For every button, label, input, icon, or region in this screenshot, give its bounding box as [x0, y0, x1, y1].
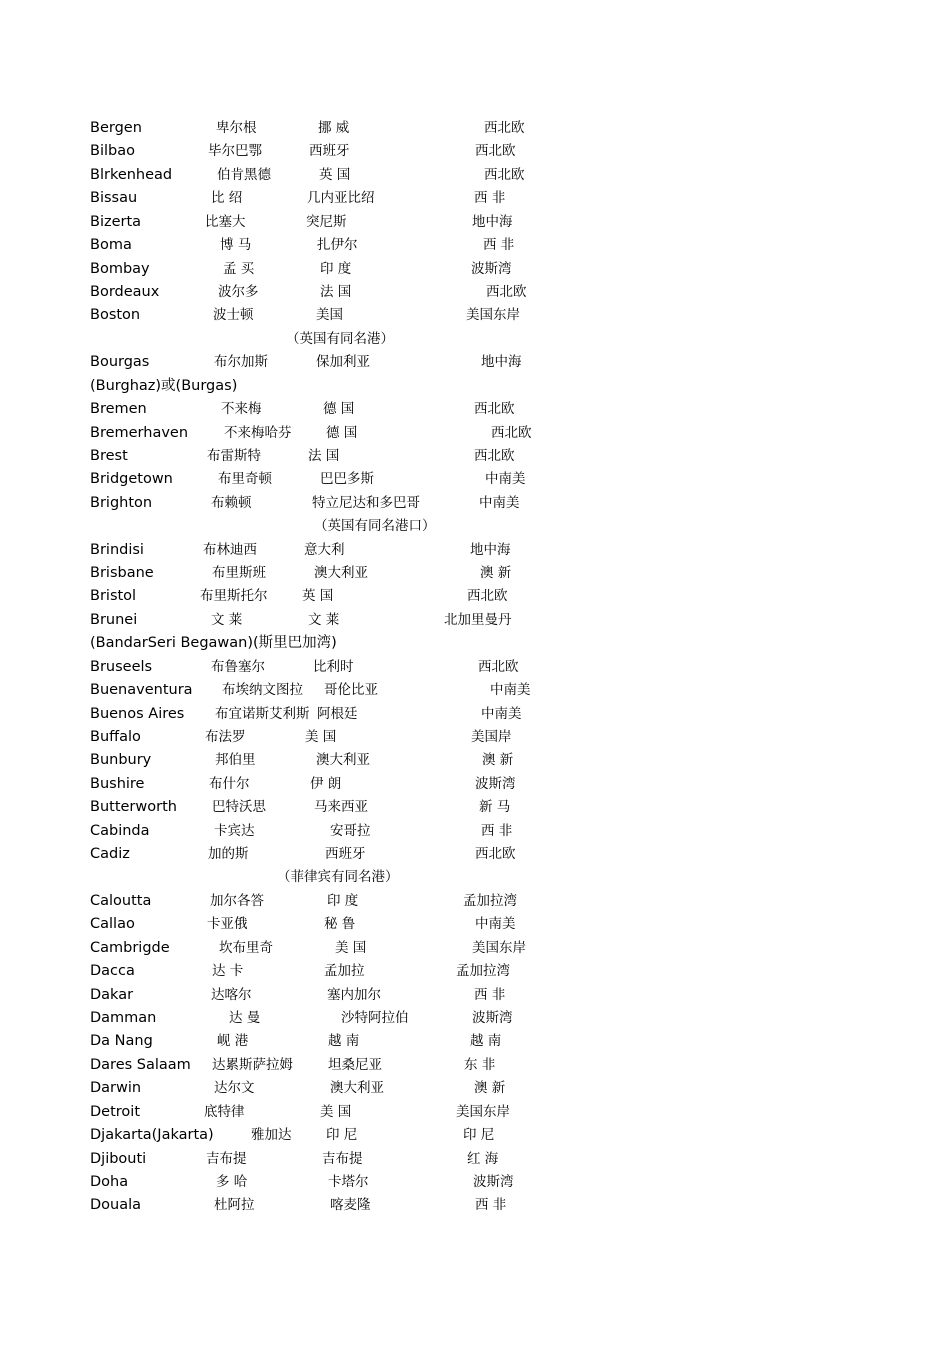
port-continuation-line	[0, 375, 950, 397]
port-region: 西北欧	[486, 283, 527, 300]
port-region: 波斯湾	[475, 775, 516, 792]
port-english-name: Bizerta	[90, 213, 142, 230]
port-row	[0, 117, 950, 139]
port-country: 文 莱	[308, 611, 340, 628]
port-country: 法 国	[320, 283, 352, 300]
port-country: 法 国	[308, 447, 340, 464]
port-region: 北加里曼丹	[444, 611, 512, 628]
port-row	[0, 1171, 950, 1193]
port-region: 西北欧	[484, 120, 525, 136]
port-chinese-name: 孟 买	[223, 260, 255, 277]
port-chinese-name: 布鲁塞尔	[211, 658, 265, 675]
port-country: 秘 鲁	[324, 916, 356, 933]
port-english-name: Bourgas	[90, 354, 150, 371]
port-region: 越 南	[470, 1033, 502, 1050]
port-chinese-name: 比 绍	[211, 190, 243, 207]
port-region: 东 非	[464, 1056, 496, 1073]
port-note-line	[0, 328, 950, 350]
port-row	[0, 656, 950, 678]
port-country: 塞内加尔	[327, 986, 381, 1003]
port-region: 地中海	[481, 354, 522, 371]
port-english-name: Dakar	[90, 986, 134, 1003]
port-country: 比利时	[313, 658, 354, 675]
port-region: 西北欧	[491, 424, 532, 441]
port-row	[0, 937, 950, 959]
port-region: 西 非	[483, 237, 515, 254]
port-english-name: Djakarta(Jakarta)	[90, 1127, 214, 1144]
port-chinese-name: 布赖顿	[211, 494, 252, 511]
port-region: 孟加拉湾	[463, 892, 517, 909]
port-region: 印 尼	[463, 1127, 495, 1144]
port-english-name: Brunei	[90, 611, 138, 628]
port-country: 越 南	[328, 1033, 360, 1050]
port-country: 印 度	[320, 260, 352, 277]
port-chinese-name: 多 哈	[216, 1173, 248, 1190]
port-chinese-name: 达 曼	[229, 1010, 261, 1026]
port-row	[0, 1030, 950, 1052]
port-row	[0, 187, 950, 209]
port-english-name: Cadiz	[90, 846, 130, 862]
port-row	[0, 726, 950, 748]
port-english-name: Brisbane	[90, 565, 154, 581]
port-note: （英国有同名港口）	[314, 518, 436, 535]
port-chinese-name: 布里斯托尔	[200, 588, 268, 605]
port-country: 保加利亚	[316, 354, 370, 371]
port-chinese-name: 波士顿	[213, 307, 254, 324]
port-english-name: Djibouti	[90, 1150, 147, 1167]
port-region: 西北欧	[474, 447, 515, 464]
port-country: 卡塔尔	[328, 1173, 369, 1190]
port-chinese-name: 布里奇顿	[218, 471, 272, 488]
port-region: 西北欧	[478, 658, 519, 675]
port-english-name: Cabinda	[90, 822, 150, 839]
port-region: 西 非	[474, 986, 506, 1003]
port-chinese-name: 布什尔	[209, 775, 250, 792]
port-row	[0, 304, 950, 326]
port-country: 扎伊尔	[317, 237, 358, 254]
port-english-name: Bremerhaven	[90, 424, 189, 441]
port-english-name: Bilbao	[90, 143, 135, 160]
port-region: 西北欧	[475, 143, 516, 160]
port-country: 美 国	[320, 1103, 352, 1120]
port-region: 澳 新	[480, 565, 512, 581]
port-row	[0, 773, 950, 795]
port-region: 美国岸	[471, 728, 512, 745]
port-country: 印 度	[327, 892, 359, 909]
port-country: 伊 朗	[310, 775, 342, 792]
port-chinese-name: 不来梅	[221, 401, 262, 417]
port-country: 澳大利亚	[330, 1080, 384, 1097]
port-region: 西北欧	[475, 846, 516, 862]
port-english-name: Blrkenhead	[90, 166, 173, 183]
port-row	[0, 1148, 950, 1170]
port-country: 沙特阿拉伯	[341, 1010, 409, 1026]
port-country: 突尼斯	[306, 213, 347, 230]
port-country: 巴巴多斯	[320, 471, 374, 488]
port-chinese-name: 加尔各答	[210, 892, 264, 909]
port-region: 中南美	[490, 682, 531, 699]
port-country: 澳大利亚	[314, 565, 368, 581]
port-row	[0, 468, 950, 490]
port-row	[0, 609, 950, 631]
port-row	[0, 258, 950, 280]
port-english-name: Buffalo	[90, 728, 141, 745]
port-english-name: Cambrigde	[90, 939, 170, 956]
port-english-name: Bremen	[90, 401, 147, 417]
port-region: 波斯湾	[473, 1173, 514, 1190]
port-country: 吉布提	[322, 1150, 363, 1167]
port-country: 美国	[316, 307, 343, 324]
port-region: 中南美	[479, 494, 520, 511]
port-region: 西 非	[481, 822, 513, 839]
port-region: 新 马	[479, 799, 511, 816]
port-row	[0, 960, 950, 982]
port-country: 喀麦隆	[330, 1197, 371, 1214]
port-country: 美 国	[305, 728, 337, 745]
port-english-name: Brindisi	[90, 541, 144, 558]
port-country: 阿根廷	[317, 705, 358, 722]
port-row	[0, 820, 950, 842]
port-english-name: Bordeaux	[90, 283, 160, 300]
port-chinese-name: 雅加达	[251, 1127, 292, 1144]
port-name-continuation: (BandarSeri Begawan)(斯里巴加湾)	[90, 635, 337, 652]
port-english-name: Bergen	[90, 120, 142, 136]
port-region: 中南美	[485, 471, 526, 488]
port-chinese-name: 达累斯萨拉姆	[212, 1056, 293, 1073]
port-chinese-name: 邦伯里	[215, 752, 256, 769]
port-english-name: Brest	[90, 447, 128, 464]
port-row	[0, 796, 950, 818]
port-english-name: Boston	[90, 307, 141, 324]
port-chinese-name: 杜阿拉	[214, 1197, 255, 1214]
port-english-name: Caloutta	[90, 892, 152, 909]
port-chinese-name: 伯肯黑德	[217, 166, 271, 183]
port-row	[0, 913, 950, 935]
port-region: 西北欧	[467, 588, 508, 605]
port-chinese-name: 布尔加斯	[214, 354, 268, 371]
port-english-name: Bushire	[90, 775, 145, 792]
port-chinese-name: 不来梅哈芬	[224, 424, 292, 441]
port-chinese-name: 布里斯班	[212, 565, 266, 581]
port-row	[0, 1124, 950, 1146]
port-region: 红 海	[467, 1150, 499, 1167]
port-chinese-name: 巴特沃思	[212, 799, 266, 816]
port-region: 孟加拉湾	[456, 963, 510, 980]
port-region: 中南美	[481, 705, 522, 722]
port-country: 特立尼达和多巴哥	[312, 494, 420, 511]
port-region: 西 非	[474, 190, 506, 207]
port-country: 德 国	[326, 424, 358, 441]
port-english-name: Da Nang	[90, 1033, 153, 1050]
port-english-name: Brighton	[90, 494, 153, 511]
port-row	[0, 398, 950, 420]
port-chinese-name: 布宜诺斯艾利斯	[215, 705, 310, 722]
port-row	[0, 234, 950, 256]
port-region: 波斯湾	[472, 1010, 513, 1026]
port-country: 安哥拉	[330, 822, 371, 839]
port-english-name: Bunbury	[90, 752, 152, 769]
port-row	[0, 140, 950, 162]
port-english-name: Butterworth	[90, 799, 177, 816]
port-chinese-name: 毕尔巴鄂	[208, 143, 262, 160]
port-chinese-name: 达尔文	[214, 1080, 255, 1097]
port-region: 地中海	[472, 213, 513, 230]
port-country: 哥伦比亚	[324, 682, 378, 699]
port-chinese-name: 布雷斯特	[207, 447, 261, 464]
port-note-line	[0, 515, 950, 537]
port-country: 西班牙	[325, 846, 366, 862]
port-chinese-name: 吉布提	[206, 1150, 247, 1167]
port-row	[0, 679, 950, 701]
port-country: 德 国	[323, 401, 355, 417]
port-english-name: Callao	[90, 916, 135, 933]
port-english-name: Bombay	[90, 260, 150, 277]
port-country: 澳大利亚	[316, 752, 370, 769]
port-row	[0, 984, 950, 1006]
port-country: 英 国	[302, 588, 334, 605]
port-row	[0, 1054, 950, 1076]
port-row	[0, 890, 950, 912]
port-row	[0, 211, 950, 233]
port-chinese-name: 达 卡	[212, 963, 244, 980]
port-chinese-name: 岘 港	[217, 1033, 249, 1050]
port-row	[0, 1101, 950, 1123]
port-country: 孟加拉	[324, 963, 365, 980]
port-country: 挪 威	[318, 120, 350, 136]
port-english-name: Bristol	[90, 588, 137, 605]
port-row	[0, 1077, 950, 1099]
port-english-name: Douala	[90, 1197, 142, 1214]
port-english-name: Detroit	[90, 1103, 140, 1120]
port-country: 几内亚比绍	[307, 190, 375, 207]
port-english-name: Buenos Aires	[90, 705, 185, 722]
port-region: 澳 新	[474, 1080, 506, 1097]
port-continuation-line	[0, 632, 950, 654]
port-region: 西北欧	[474, 401, 515, 417]
port-note: （英国有同名港）	[286, 330, 394, 347]
port-row	[0, 1007, 950, 1029]
port-row	[0, 492, 950, 514]
port-chinese-name: 坎布里奇	[219, 939, 273, 956]
port-english-name: Bridgetown	[90, 471, 173, 488]
port-row	[0, 351, 950, 373]
port-name-continuation: (Burghaz)或(Burgas)	[90, 377, 238, 394]
port-chinese-name: 卑尔根	[216, 120, 257, 136]
port-row	[0, 164, 950, 186]
port-english-name: Doha	[90, 1173, 129, 1190]
port-row	[0, 422, 950, 444]
port-region: 波斯湾	[471, 260, 512, 277]
port-chinese-name: 布埃纳文图拉	[222, 682, 303, 699]
port-country: 西班牙	[309, 143, 350, 160]
port-english-name: Damman	[90, 1010, 157, 1026]
port-chinese-name: 达喀尔	[211, 986, 252, 1003]
port-note-line	[0, 866, 950, 888]
port-chinese-name: 卡宾达	[214, 822, 255, 839]
port-region: 中南美	[475, 916, 516, 933]
port-row	[0, 1194, 950, 1216]
port-country: 坦桑尼亚	[328, 1056, 382, 1073]
port-region: 美国东岸	[456, 1103, 510, 1120]
port-country: 马来西亚	[314, 799, 368, 816]
port-region: 澳 新	[482, 752, 514, 769]
port-chinese-name: 加的斯	[208, 846, 249, 862]
port-row	[0, 562, 950, 584]
port-english-name: Bissau	[90, 190, 138, 207]
port-english-name: Darwin	[90, 1080, 142, 1097]
port-country: 英 国	[319, 166, 351, 183]
port-region: 美国东岸	[472, 939, 526, 956]
port-country: 意大利	[304, 541, 345, 558]
port-row	[0, 585, 950, 607]
port-row	[0, 703, 950, 725]
port-row	[0, 843, 950, 865]
port-chinese-name: 比塞大	[205, 213, 246, 230]
port-chinese-name: 布林迪西	[203, 541, 257, 558]
port-country: 美 国	[335, 939, 367, 956]
port-country: 印 尼	[326, 1127, 358, 1144]
port-region: 西北欧	[484, 166, 525, 183]
port-chinese-name: 博 马	[220, 237, 252, 254]
port-region: 美国东岸	[466, 307, 520, 324]
port-row	[0, 445, 950, 467]
port-row	[0, 539, 950, 561]
port-chinese-name: 卡亚俄	[207, 916, 248, 933]
port-chinese-name: 波尔多	[218, 283, 259, 300]
port-note: （菲律宾有同名港）	[277, 869, 399, 886]
port-english-name: Dacca	[90, 963, 135, 980]
port-region: 西 非	[475, 1197, 507, 1214]
port-chinese-name: 文 莱	[211, 611, 243, 628]
port-region: 地中海	[470, 541, 511, 558]
port-english-name: Bruseels	[90, 658, 153, 675]
port-english-name: Dares Salaam	[90, 1056, 191, 1073]
port-english-name: Boma	[90, 237, 132, 254]
port-chinese-name: 布法罗	[205, 728, 246, 745]
port-chinese-name: 底特律	[204, 1103, 245, 1120]
port-row	[0, 281, 950, 303]
port-row	[0, 749, 950, 771]
port-english-name: Buenaventura	[90, 682, 193, 699]
